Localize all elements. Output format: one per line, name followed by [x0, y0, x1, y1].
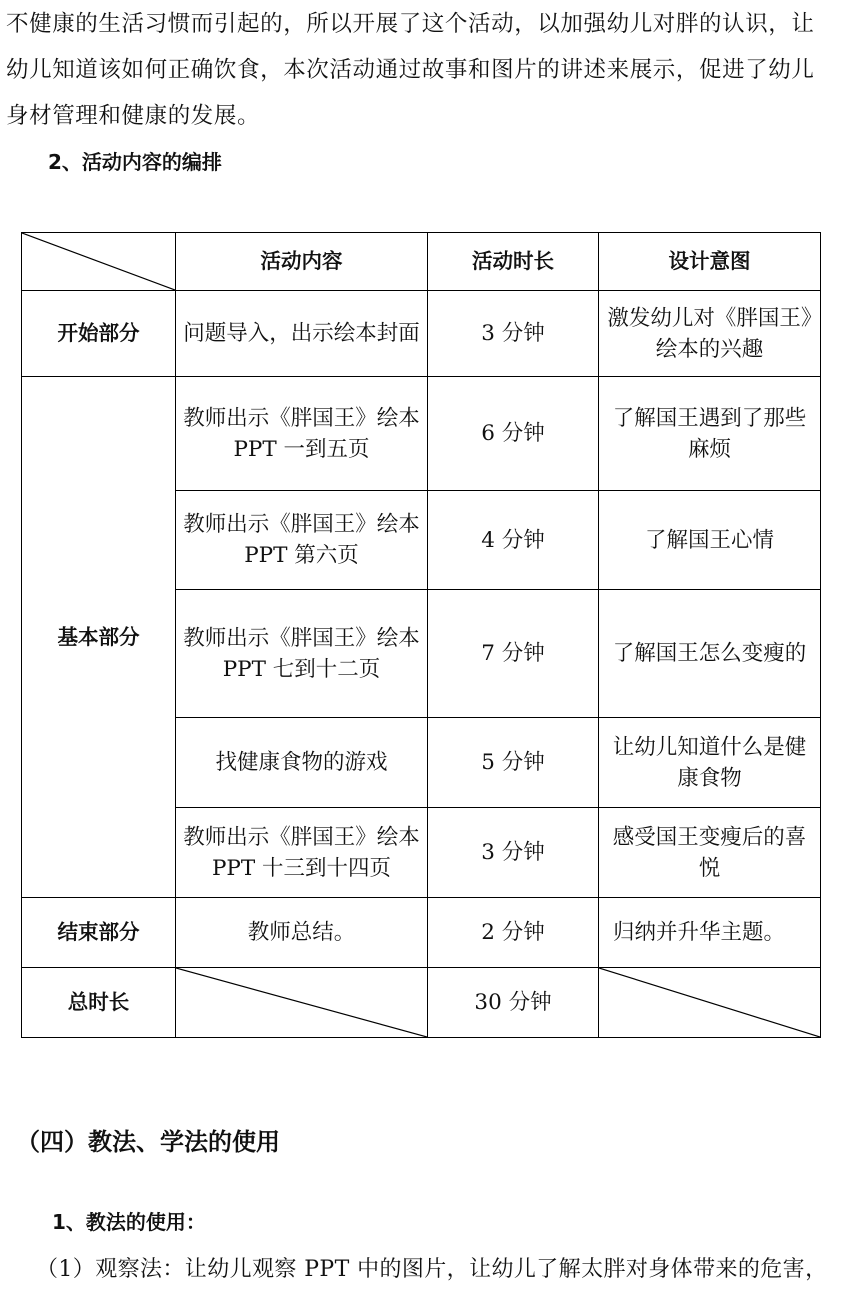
- section-heading-activity-arrangement: 2、活动内容的编排: [48, 150, 222, 174]
- cell-intent: 感受国王变瘦后的喜悦: [599, 808, 821, 898]
- cell-intent: 了解国王遇到了那些麻烦: [599, 377, 821, 491]
- row-label-total: 总时长: [22, 968, 176, 1038]
- cell-duration: 3 分钟: [428, 808, 599, 898]
- table-row-start: [22, 291, 821, 377]
- table-row-total: [22, 968, 821, 1038]
- cell-intent: 激发幼儿对《胖国王》绘本的兴趣: [599, 291, 821, 377]
- intro-line: 幼儿知道该如何正确饮食，本次活动通过故事和图片的讲述来展示，促进了幼儿: [6, 57, 815, 83]
- cell-total-duration: 30 分钟: [428, 968, 599, 1038]
- row-label-end: 结束部分: [22, 898, 176, 968]
- cell-content: 教师总结。: [176, 898, 428, 968]
- cell-content: 教师出示《胖国王》绘本 PPT 一到五页: [176, 377, 428, 491]
- cell-duration: 6 分钟: [428, 377, 599, 491]
- intro-line: 不健康的生活习惯而引起的，所以开展了这个活动，以加强幼儿对胖的认识，让: [6, 11, 815, 37]
- cell-duration: 5 分钟: [428, 718, 599, 808]
- observation-method-line: （1）观察法：让幼儿观察 PPT 中的图片，让幼儿了解太胖对身体带来的危害，: [36, 1257, 828, 1282]
- table-row-basic: [22, 377, 821, 491]
- cell-duration: 3 分钟: [428, 291, 599, 377]
- cell-content: 教师出示《胖国王》绘本 PPT 第六页: [176, 491, 428, 590]
- intro-paragraph: [6, 1, 836, 139]
- subsection-heading-teaching-method-use: 1、教法的使用：: [52, 1210, 206, 1234]
- cell-duration: 4 分钟: [428, 491, 599, 590]
- cell-intent: 让幼儿知道什么是健康食物: [599, 718, 821, 808]
- cell-duration: 2 分钟: [428, 898, 599, 968]
- table-header-row: [22, 233, 821, 291]
- empty-cell-diagonal: [599, 968, 821, 1038]
- cell-intent: 归纳并升华主题。: [599, 898, 821, 968]
- table-row-end: [22, 898, 821, 968]
- row-label-start: 开始部分: [22, 291, 176, 377]
- cell-content: 找健康食物的游戏: [176, 718, 428, 808]
- activity-plan-table: [21, 232, 821, 1038]
- cell-intent: 了解国王心情: [599, 491, 821, 590]
- column-header-content: 活动内容: [176, 233, 428, 291]
- cell-content: 教师出示《胖国王》绘本 PPT 十三到十四页: [176, 808, 428, 898]
- section-heading-teaching-methods: （四）教法、学法的使用: [16, 1128, 280, 1156]
- column-header-intent: 设计意图: [599, 233, 821, 291]
- intro-line: 身材管理和健康的发展。: [6, 103, 261, 129]
- empty-cell-diagonal: [176, 968, 428, 1038]
- column-header-duration: 活动时长: [428, 233, 599, 291]
- row-label-basic: 基本部分: [22, 377, 176, 898]
- cell-content: 问题导入，出示绘本封面: [176, 291, 428, 377]
- cell-content: 教师出示《胖国王》绘本 PPT 七到十二页: [176, 590, 428, 718]
- cell-duration: 7 分钟: [428, 590, 599, 718]
- header-corner-diagonal: [22, 233, 176, 291]
- cell-intent: 了解国王怎么变瘦的: [599, 590, 821, 718]
